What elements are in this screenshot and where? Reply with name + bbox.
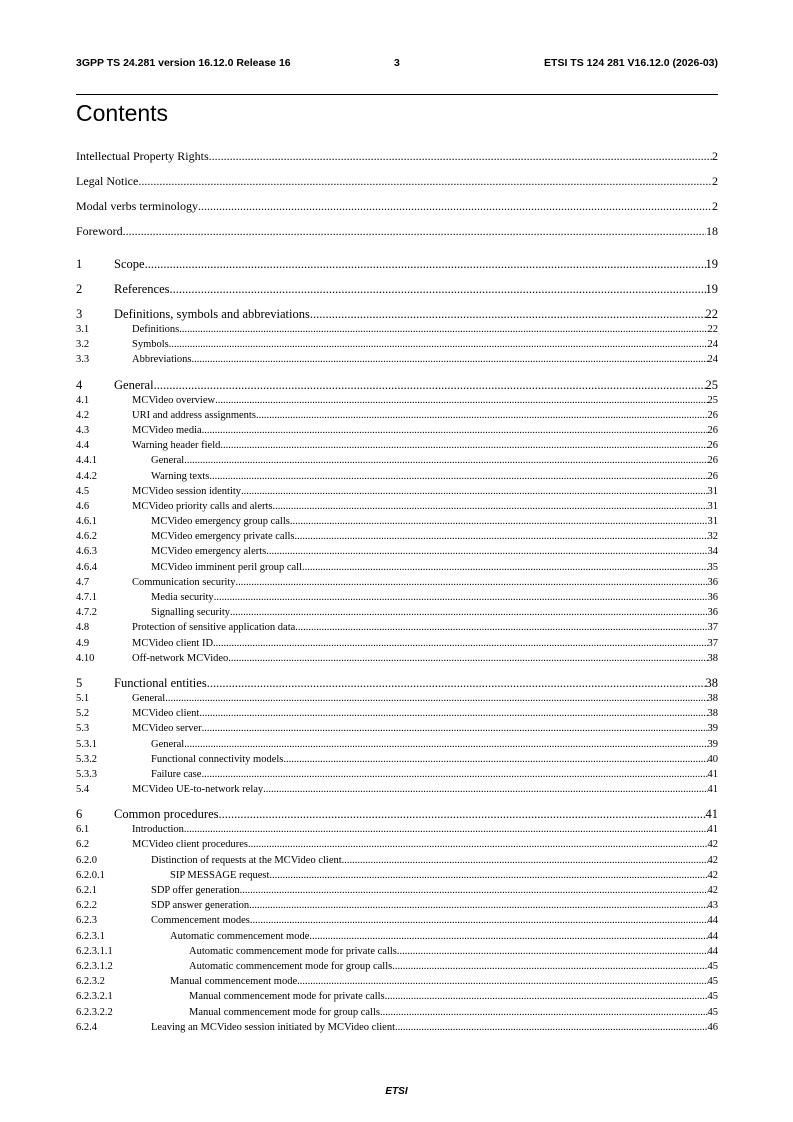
toc-entry-number: 4.7.2 bbox=[76, 607, 97, 619]
toc-entry-page: 41 bbox=[707, 784, 718, 796]
toc-entry-page: 18 bbox=[706, 224, 718, 238]
toc-dot-leader bbox=[297, 974, 707, 989]
toc-entry-title: Introduction bbox=[132, 824, 184, 836]
toc-dot-leader bbox=[198, 197, 712, 216]
toc-entry-page: 39 bbox=[707, 723, 718, 735]
toc-dot-leader bbox=[213, 636, 707, 651]
toc-entry-title: Abbreviations bbox=[132, 354, 192, 366]
toc-entry-page: 45 bbox=[707, 991, 718, 1003]
toc-entry-title: SIP MESSAGE request bbox=[170, 869, 270, 881]
toc-entry-number: 1 bbox=[76, 257, 83, 271]
toc-entry[interactable] bbox=[76, 974, 718, 989]
toc-entry[interactable] bbox=[76, 913, 718, 928]
toc-entry[interactable] bbox=[76, 706, 718, 721]
toc-dot-leader bbox=[256, 408, 708, 423]
toc-dot-leader bbox=[230, 605, 707, 620]
toc-entry[interactable] bbox=[76, 147, 718, 172]
toc-entry-title: Definitions bbox=[132, 324, 180, 335]
toc-dot-leader bbox=[248, 837, 707, 852]
toc-dot-leader bbox=[184, 737, 707, 752]
toc-entry-number: 3 bbox=[76, 307, 83, 321]
toc-entry[interactable] bbox=[76, 337, 718, 352]
toc-entry-number: 4.1 bbox=[76, 394, 90, 406]
toc-entry-number: 5.4 bbox=[76, 784, 90, 796]
toc-entry-page: 31 bbox=[707, 516, 718, 528]
toc-entry-number: 5.3 bbox=[76, 723, 90, 735]
toc-entry-page: 44 bbox=[707, 930, 718, 942]
toc-entry-title: MCVideo UE-to-network relay bbox=[132, 784, 264, 796]
toc-dot-leader bbox=[138, 172, 712, 191]
toc-entry-page: 32 bbox=[707, 531, 718, 543]
toc-entry[interactable] bbox=[76, 636, 718, 651]
toc-entry-title: Automatic commencement mode for group calls bbox=[189, 960, 393, 972]
toc-entry-page: 45 bbox=[707, 960, 718, 972]
table-of-contents bbox=[76, 147, 718, 1035]
toc-entry-title: General bbox=[151, 738, 185, 750]
toc-entry-title: MCVideo imminent peril group call bbox=[151, 561, 303, 573]
toc-entry-page: 38 bbox=[705, 675, 718, 690]
toc-dot-leader bbox=[154, 378, 706, 393]
toc-entry[interactable] bbox=[76, 197, 718, 222]
toc-entry-title: Symbols bbox=[132, 339, 169, 351]
toc-entry[interactable] bbox=[76, 620, 718, 635]
toc-entry-page: 40 bbox=[707, 753, 718, 765]
toc-dot-leader bbox=[123, 222, 706, 241]
toc-entry[interactable] bbox=[76, 575, 718, 590]
toc-entry[interactable] bbox=[76, 544, 718, 559]
toc-entry-page: 42 bbox=[707, 885, 718, 896]
toc-entry[interactable] bbox=[76, 423, 718, 438]
toc-entry[interactable] bbox=[76, 408, 718, 423]
toc-entry[interactable] bbox=[76, 807, 718, 822]
toc-entry-title: Intellectual Property Rights bbox=[76, 149, 209, 163]
toc-entry-number: 3.2 bbox=[76, 339, 90, 351]
toc-dot-leader bbox=[385, 989, 708, 1004]
toc-entry-title: Manual commencement mode for private calls bbox=[189, 991, 385, 1003]
toc-entry-page: 37 bbox=[707, 622, 718, 634]
toc-entry-page: 22 bbox=[707, 324, 718, 335]
toc-entry-title: MCVideo session identity bbox=[132, 485, 242, 497]
header-rule bbox=[76, 94, 718, 95]
toc-entry-title: Common procedures bbox=[114, 807, 219, 822]
toc-entry-page: 43 bbox=[707, 900, 718, 912]
toc-entry-page: 2 bbox=[712, 199, 718, 213]
toc-entry-title: MCVideo emergency private calls bbox=[151, 531, 295, 543]
toc-entry-title: Functional connectivity models bbox=[151, 753, 284, 765]
toc-entry[interactable] bbox=[76, 853, 718, 868]
toc-entry[interactable] bbox=[76, 172, 718, 197]
toc-entry-number: 6 bbox=[76, 807, 83, 822]
toc-entry-title: MCVideo overview bbox=[132, 394, 216, 406]
toc-entry-number: 5.1 bbox=[76, 692, 90, 704]
toc-entry-title: Scope bbox=[114, 257, 145, 271]
toc-entry-number: 4.8 bbox=[76, 622, 90, 634]
toc-entry-title: MCVideo emergency group calls bbox=[151, 516, 290, 528]
toc-dot-leader bbox=[214, 590, 708, 605]
toc-entry-number: 6.2.3.1.2 bbox=[76, 960, 113, 972]
toc-dot-leader bbox=[170, 282, 706, 297]
toc-entry-number: 6.2 bbox=[76, 839, 90, 851]
toc-dot-leader bbox=[184, 453, 707, 468]
toc-dot-leader bbox=[395, 1020, 708, 1035]
toc-entry-page: 26 bbox=[707, 470, 718, 482]
toc-entry[interactable] bbox=[76, 590, 718, 605]
toc-entry-title: Off-network MCVideo bbox=[132, 652, 229, 664]
toc-entry-title: MCVideo media bbox=[132, 424, 202, 436]
toc-entry[interactable] bbox=[76, 898, 718, 913]
toc-entry-number: 4.6 bbox=[76, 500, 90, 512]
toc-entry-page: 42 bbox=[707, 839, 718, 851]
toc-entry-title: SDP offer generation bbox=[151, 885, 240, 896]
toc-entry-number: 4.6.2 bbox=[76, 531, 97, 543]
toc-entry-title: Failure case bbox=[151, 768, 202, 780]
toc-entry[interactable] bbox=[76, 499, 718, 514]
contents-title: Contents bbox=[76, 100, 169, 126]
toc-entry-number: 3.3 bbox=[76, 354, 90, 366]
toc-entry-number: 6.2.3.1 bbox=[76, 930, 105, 942]
header-spec-version: 3GPP TS 24.281 version 16.12.0 Release 16 bbox=[76, 57, 291, 69]
toc-dot-leader bbox=[269, 868, 707, 883]
toc-entry[interactable] bbox=[76, 782, 718, 797]
toc-dot-leader bbox=[165, 691, 707, 706]
toc-entry-number: 5.3.3 bbox=[76, 768, 97, 780]
page-header bbox=[76, 57, 718, 71]
toc-entry[interactable] bbox=[76, 605, 718, 620]
toc-entry-number: 4.2 bbox=[76, 409, 90, 421]
toc-entry[interactable] bbox=[76, 257, 718, 272]
toc-dot-leader bbox=[220, 438, 707, 453]
toc-entry-title: SDP answer generation bbox=[151, 900, 250, 912]
toc-entry-page: 2 bbox=[712, 149, 718, 163]
toc-entry-number: 5.3.1 bbox=[76, 738, 97, 750]
toc-entry[interactable] bbox=[76, 959, 718, 974]
toc-entry-number: 5.3.2 bbox=[76, 753, 97, 765]
toc-entry[interactable] bbox=[76, 929, 718, 944]
toc-dot-leader bbox=[192, 352, 708, 367]
toc-entry-page: 38 bbox=[707, 692, 718, 704]
toc-entry[interactable] bbox=[76, 378, 718, 393]
toc-entry-page: 35 bbox=[707, 561, 718, 573]
toc-dot-leader bbox=[266, 544, 707, 559]
toc-dot-leader bbox=[169, 337, 708, 352]
toc-entry[interactable] bbox=[76, 737, 718, 752]
toc-entry-title: Commencement modes bbox=[151, 915, 250, 927]
header-page-number: 3 bbox=[394, 57, 400, 69]
toc-entry[interactable] bbox=[76, 393, 718, 408]
toc-entry-number: 4.4.2 bbox=[76, 470, 97, 482]
toc-entry[interactable] bbox=[76, 752, 718, 767]
toc-dot-leader bbox=[240, 883, 708, 898]
toc-entry-title: Media security bbox=[151, 592, 214, 603]
toc-entry-title: Automatic commencement mode bbox=[170, 930, 310, 942]
toc-entry-page: 34 bbox=[707, 546, 718, 558]
toc-entry-page: 31 bbox=[707, 500, 718, 512]
toc-entry-number: 4.6.1 bbox=[76, 516, 97, 528]
toc-entry-title: MCVideo server bbox=[132, 723, 202, 735]
toc-entry-number: 4.6.4 bbox=[76, 561, 97, 573]
toc-entry-title: Protection of sensitive application data. bbox=[132, 622, 298, 634]
toc-dot-leader bbox=[342, 853, 708, 868]
toc-dot-leader bbox=[397, 944, 708, 959]
toc-entry[interactable] bbox=[76, 282, 718, 297]
toc-entry-number: 6.2.3.2.1 bbox=[76, 991, 113, 1003]
toc-dot-leader bbox=[273, 499, 708, 514]
toc-entry[interactable] bbox=[76, 822, 718, 837]
toc-entry-page: 31 bbox=[707, 485, 718, 497]
toc-entry-number: 6.1 bbox=[76, 824, 90, 836]
toc-entry[interactable] bbox=[76, 651, 718, 666]
toc-entry-title: Automatic commencement mode for private calls bbox=[189, 945, 397, 957]
toc-entry[interactable] bbox=[76, 676, 718, 691]
toc-dot-leader bbox=[263, 782, 707, 797]
toc-entry-title: Functional entities bbox=[114, 675, 207, 690]
toc-entry-title: General bbox=[132, 692, 166, 704]
toc-entry-page: 37 bbox=[707, 637, 718, 649]
toc-entry-page: 42 bbox=[707, 854, 718, 866]
toc-entry-page: 19 bbox=[705, 257, 718, 271]
toc-entry-title: General bbox=[151, 455, 185, 467]
toc-dot-leader bbox=[215, 393, 707, 408]
toc-entry-number: 4 bbox=[76, 377, 83, 392]
toc-entry-number: 4.7 bbox=[76, 576, 90, 588]
toc-entry[interactable] bbox=[76, 222, 718, 247]
toc-entry-number: 6.2.0 bbox=[76, 854, 97, 866]
toc-dot-leader bbox=[309, 929, 707, 944]
toc-entry-title: Warning header field bbox=[132, 440, 221, 452]
toc-entry[interactable] bbox=[76, 1020, 718, 1035]
toc-entry-number: 6.2.0.1 bbox=[76, 869, 105, 881]
toc-dot-leader bbox=[241, 484, 707, 499]
toc-entry[interactable] bbox=[76, 560, 718, 575]
toc-dot-leader bbox=[380, 1005, 708, 1020]
toc-entry-page: 39 bbox=[707, 738, 718, 750]
toc-entry[interactable] bbox=[76, 868, 718, 883]
toc-entry-title: URI and address assignments bbox=[132, 409, 256, 421]
toc-entry-number: 5 bbox=[76, 675, 83, 690]
toc-entry-number: 6.2.4 bbox=[76, 1021, 97, 1033]
toc-entry-number: 6.2.3 bbox=[76, 915, 97, 927]
toc-entry-page: 26 bbox=[707, 440, 718, 452]
toc-entry-number: 2 bbox=[76, 282, 83, 296]
toc-entry-number: 4.9 bbox=[76, 637, 90, 649]
toc-entry-title: Manual commencement mode for group calls bbox=[189, 1006, 380, 1018]
toc-entry[interactable] bbox=[76, 438, 718, 453]
toc-entry-number: 6.2.3.1.1 bbox=[76, 945, 113, 957]
toc-dot-leader bbox=[184, 822, 708, 837]
toc-entry-page: 19 bbox=[705, 282, 718, 296]
toc-entry[interactable] bbox=[76, 352, 718, 367]
toc-entry[interactable] bbox=[76, 469, 718, 484]
toc-entry-page: 24 bbox=[707, 339, 718, 351]
toc-entry-page: 25 bbox=[705, 377, 718, 392]
toc-dot-leader bbox=[199, 706, 707, 721]
toc-entry-page: 42 bbox=[707, 869, 718, 881]
toc-entry-page: 44 bbox=[707, 945, 718, 957]
toc-dot-leader bbox=[228, 651, 707, 666]
toc-entry[interactable] bbox=[76, 529, 718, 544]
toc-entry[interactable] bbox=[76, 1005, 718, 1020]
toc-dot-leader bbox=[302, 560, 707, 575]
toc-dot-leader bbox=[209, 147, 712, 166]
toc-entry-title: Leaving an MCVideo session initiated by MCVideo client bbox=[151, 1021, 395, 1033]
toc-entry-title: References bbox=[114, 282, 170, 296]
toc-dot-leader bbox=[202, 423, 708, 438]
toc-entry-page: 44 bbox=[707, 915, 718, 927]
toc-dot-leader bbox=[298, 620, 708, 635]
toc-entry[interactable] bbox=[76, 322, 718, 337]
toc-entry-page: 41 bbox=[707, 824, 718, 836]
toc-entry-page: 41 bbox=[705, 807, 718, 822]
toc-entry-number: 6.2.1 bbox=[76, 885, 97, 896]
toc-entry-title: Foreword bbox=[76, 224, 123, 238]
toc-entry-title: Definitions, symbols and abbreviations bbox=[114, 307, 310, 321]
toc-dot-leader bbox=[295, 529, 708, 544]
toc-dot-leader bbox=[290, 514, 708, 529]
toc-entry-title: Signalling security bbox=[151, 607, 231, 619]
toc-entry-title: Legal Notice bbox=[76, 174, 139, 188]
toc-entry-page: 41 bbox=[707, 768, 718, 780]
toc-dot-leader bbox=[207, 676, 706, 691]
toc-entry[interactable] bbox=[76, 307, 718, 322]
toc-entry-page: 25 bbox=[707, 394, 718, 406]
toc-entry-page: 36 bbox=[707, 607, 718, 619]
toc-entry-page: 2 bbox=[712, 174, 718, 188]
page-footer: ETSI bbox=[385, 1086, 408, 1097]
toc-dot-leader bbox=[202, 721, 708, 736]
toc-entry[interactable] bbox=[76, 883, 718, 898]
toc-entry-page: 45 bbox=[707, 976, 718, 988]
toc-dot-leader bbox=[219, 807, 706, 822]
toc-entry-title: MCVideo emergency alerts bbox=[151, 546, 267, 558]
toc-dot-leader bbox=[310, 307, 706, 322]
toc-entry-title: Modal verbs terminology bbox=[76, 199, 198, 213]
toc-dot-leader bbox=[145, 257, 706, 272]
toc-entry-page: 26 bbox=[707, 424, 718, 436]
toc-entry-title: Communication security bbox=[132, 576, 236, 588]
toc-entry-title: MCVideo client ID bbox=[132, 637, 214, 649]
toc-entry[interactable] bbox=[76, 767, 718, 782]
toc-entry-number: 4.3 bbox=[76, 424, 90, 436]
toc-entry[interactable] bbox=[76, 944, 718, 959]
toc-dot-leader bbox=[283, 752, 707, 767]
toc-entry-title: General bbox=[114, 377, 154, 392]
toc-entry-page: 36 bbox=[707, 576, 718, 588]
toc-entry-number: 4.4 bbox=[76, 440, 90, 452]
toc-entry-number: 3.1 bbox=[76, 324, 90, 335]
toc-entry-page: 36 bbox=[707, 592, 718, 603]
toc-entry-title: MCVideo priority calls and alerts bbox=[132, 500, 273, 512]
toc-entry-title: MCVideo client procedures bbox=[132, 839, 249, 851]
toc-entry-title: MCVideo client bbox=[132, 708, 200, 720]
toc-entry-page: 24 bbox=[707, 354, 718, 366]
toc-dot-leader bbox=[250, 913, 708, 928]
toc-entry[interactable] bbox=[76, 837, 718, 852]
toc-entry-title: Manual commencement mode bbox=[170, 976, 298, 988]
toc-entry-number: 6.2.2 bbox=[76, 900, 97, 912]
toc-entry-page: 46 bbox=[707, 1021, 718, 1033]
toc-entry[interactable] bbox=[76, 691, 718, 706]
toc-dot-leader bbox=[392, 959, 707, 974]
toc-entry-number: 6.2.3.2.2 bbox=[76, 1006, 113, 1018]
toc-entry-number: 4.10 bbox=[76, 652, 95, 664]
header-etsi-reference: ETSI TS 124 281 V16.12.0 (2026-03) bbox=[544, 57, 718, 69]
toc-entry-page: 26 bbox=[707, 455, 718, 467]
toc-dot-leader bbox=[209, 469, 707, 484]
toc-entry-number: 6.2.3.2 bbox=[76, 976, 105, 988]
toc-dot-leader bbox=[201, 767, 707, 782]
toc-dot-leader bbox=[236, 575, 708, 590]
toc-entry[interactable] bbox=[76, 453, 718, 468]
toc-entry-number: 4.7.1 bbox=[76, 592, 97, 603]
toc-dot-leader bbox=[249, 898, 707, 913]
toc-entry-number: 5.2 bbox=[76, 708, 90, 720]
toc-entry-number: 4.5 bbox=[76, 485, 90, 497]
toc-entry[interactable] bbox=[76, 514, 718, 529]
toc-entry-page: 45 bbox=[707, 1006, 718, 1018]
toc-entry-number: 4.6.3 bbox=[76, 546, 97, 558]
toc-entry-title: Distinction of requests at the MCVideo client bbox=[151, 854, 342, 866]
toc-entry-page: 26 bbox=[707, 409, 718, 421]
toc-entry[interactable] bbox=[76, 721, 718, 736]
toc-entry[interactable] bbox=[76, 484, 718, 499]
toc-entry-page: 38 bbox=[707, 708, 718, 720]
toc-entry-page: 38 bbox=[707, 652, 718, 664]
toc-entry-number: 4.4.1 bbox=[76, 455, 97, 467]
toc-entry-page: 22 bbox=[705, 307, 718, 321]
toc-dot-leader bbox=[179, 322, 707, 337]
toc-entry[interactable] bbox=[76, 989, 718, 1004]
toc-entry-title: Warning texts bbox=[151, 470, 210, 482]
